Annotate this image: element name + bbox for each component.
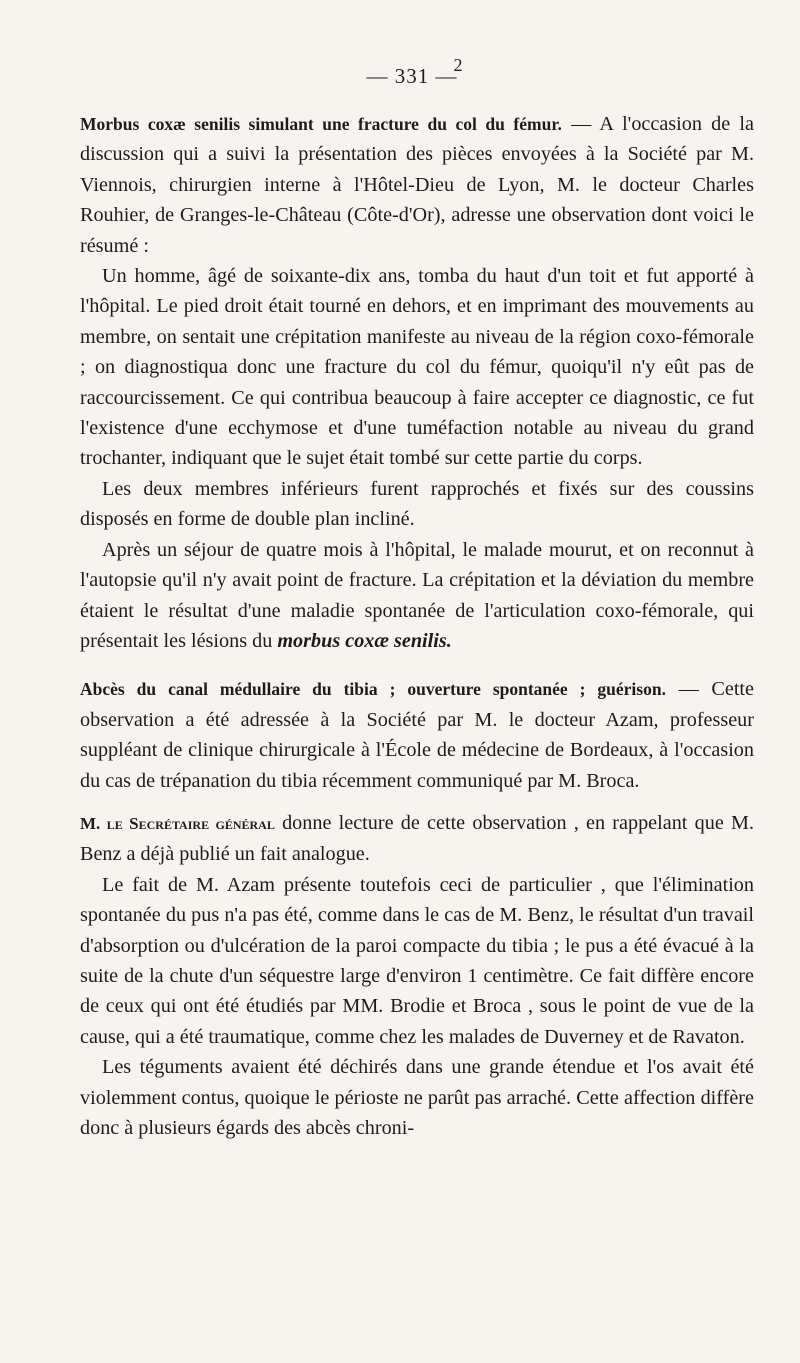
article-2-secretary [80, 808, 754, 870]
article-1-paragraph-3-text: Après un séjour de quatre mois à l'hôpital, le malade mourut, et on reconnut à l'autopsie qu'il n'y avait point de fracture. La crépitation et la déviation du membre étaient le résultat d'une maladie spontanée de l'articulation coxo-fémorale, qui présentait les lésions du [80, 538, 754, 652]
secretary-text: donne lecture de cette observation , en rappelant que M. Benz a déjà publié un fait analogue. [80, 811, 755, 866]
margin-mark: 2 [453, 55, 464, 75]
article-1-paragraph-1: Un homme, âgé de soixante-dix ans, tomba du haut d'un toit et fut apporté à l'hôpital. Le pied droit était tourné en dehors, et en imprimant des mouvements au membre, on sentait une crépitation manifeste au niveau de la région coxo-fémorale ; on diagnostiqua donc une fracture du col du fémur, quoiqu'il n'y eût pas de raccourcissement. Ce qui contribua beaucoup à faire accepter ce diagnostic, ce fut l'existence d'une ecchymose et d'une tuméfaction notable au niveau du grand trochanter, indiquant que le sujet était tombé sur cette partie du corps. [80, 265, 754, 470]
paragraph-gap [80, 796, 754, 808]
article-1-paragraph-2: Les deux membres inférieurs furent rapprochés et fixés sur des coussins disposés en forme de double plan incliné. [80, 477, 754, 531]
article-1-paragraph-3-italic: morbus coxæ senilis. [277, 629, 452, 652]
article-1-paragraph-3 [80, 535, 754, 657]
article-1-title-dash: — [561, 113, 592, 135]
article-2-paragraph-1: Le fait de M. Azam présente toutefois ceci de particulier , que l'élimination spontanée du pus n'a pas été, comme dans le cas de M. Benz, le résultat d'un travail d'absorption ou d'ulcération de la paroi compacte du tibia ; le pus a été évacué à la suite de la chute d'un séquestre large d'environ 1 centimètre. Ce fait diffère encore de ceux qui ont été étudiés par MM. Brodie et Broca , sous le point de vue de la cause, qui a été traumatique, comme chez les malades de Duverney et de Ravaton. [80, 873, 754, 1048]
page-number [80, 55, 754, 89]
article-2-intro [80, 674, 754, 796]
article-2-title: Abcès du canal médullaire du tibia ; ouverture spontanée ; guérison. [80, 679, 666, 700]
article-1-intro [80, 109, 754, 261]
article-2-paragraph-2: Les téguments avaient été déchirés dans une grande étendue et l'os avait été violemment contus, quoique le périoste ne parût pas arraché. Cette affection diffère donc à plusieurs égards des abcès chroni- [80, 1056, 754, 1139]
page-number-text: — 331 — [366, 64, 458, 88]
secretary-name: M. le Secrétaire général [80, 813, 275, 833]
section-gap [80, 656, 754, 674]
article-1-title: Morbus coxæ senilis simulant une fracture du col du fémur. [80, 114, 562, 134]
article-1-intro-text: A l'occasion de la discussion qui a suivi la présentation des pièces envoyées à la Société par M. Viennois, chirurgien interne à l'Hôtel-Dieu de Lyon, M. le docteur Charles Rouhier, de Granges-le-Château (Côte-d'Or), adresse une observation dont voici le résumé : [80, 113, 755, 257]
article-2-intro-text: — Cette observation a été adressée à la Société par M. le docteur Azam, professeur suppléant de clinique chirurgicale à l'École de médecine de Bordeaux, à l'occasion du cas de trépanation du tibia récemment communiqué par M. Broca. [80, 678, 754, 792]
